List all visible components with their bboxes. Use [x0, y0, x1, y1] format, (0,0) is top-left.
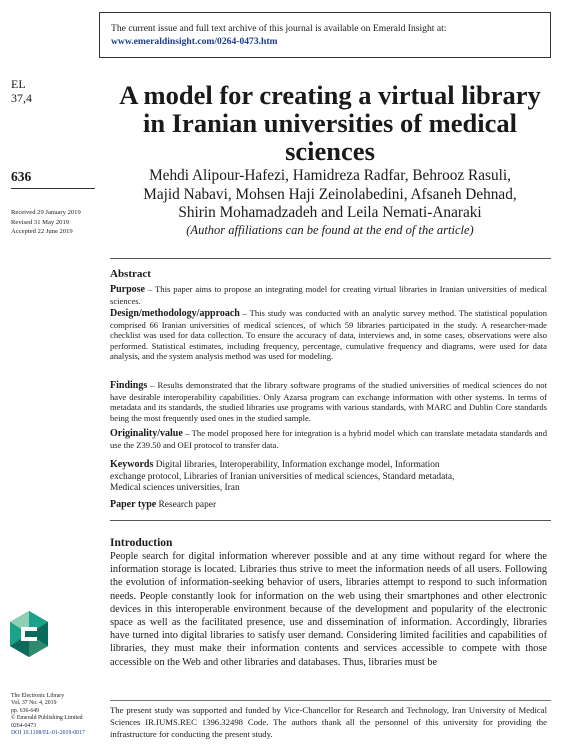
abstract-findings: [110, 380, 547, 423]
journal-abbrev: EL: [11, 77, 26, 91]
volume-issue: 37,4: [11, 91, 32, 105]
journal-url-link[interactable]: www.emeraldinsight.com/0264-0473.htm: [111, 36, 278, 47]
findings-label: Findings: [110, 380, 148, 391]
abstract-heading: Abstract: [110, 268, 151, 280]
journal-imprint: [11, 693, 85, 737]
author-line: Mehdi Alipour-Hafezi, Hamidreza Radfar, Behrooz Rasuli,: [149, 167, 511, 184]
originality-label: Originality/value: [110, 428, 183, 439]
funding-footnote: The present study was supported and funded by Vice-Chancellor for Research and Technology, Iran University of Medical Sciences IR.IUMS.REC 1396.32498 Code. The authors thank all the personnel of this university for providing the infrastructure for conducting the present study.: [110, 705, 547, 739]
abstract-keywords: [110, 459, 460, 495]
abstract-purpose: [110, 284, 547, 306]
revised-date: Revised 31 May 2019: [11, 218, 70, 226]
divider: [110, 520, 551, 521]
purpose-text: – This paper aims to propose an integrating model for creating virtual libraries in Iranian universities of medical sciences.: [110, 284, 547, 306]
imprint-line: pp. 636-649: [11, 707, 40, 714]
keywords-text: Digital libraries, Interoperability, Information exchange model, Information exchange protocol, Libraries of Iranian universities of medical sciences, Standard metadata, Medical sciences universities, Iran: [110, 460, 455, 493]
design-label: Design/methodology/approach: [110, 308, 240, 319]
keywords-label: Keywords: [110, 459, 154, 470]
papertype-label: Paper type: [110, 499, 157, 510]
divider: [110, 700, 551, 701]
accepted-date: Accepted 22 June 2019: [11, 228, 73, 236]
abstract-originality: [110, 428, 547, 450]
papertype-text: Research paper: [156, 500, 217, 510]
originality-text: – The model proposed here for integration is a hybrid model which can translate metadata standards and use the Z39.50 and OEI protocol to transfer data.: [110, 428, 547, 450]
imprint-line: © Emerald Publishing Limited: [11, 715, 83, 722]
affiliation-note: (Author affiliations can be found at the end of the article): [186, 223, 474, 237]
article-title: A model for creating a virtual library in Iranian universities of medical sciences: [119, 80, 541, 166]
page-number: 636: [11, 169, 32, 184]
introduction-heading: Introduction: [110, 537, 173, 549]
author-list: [110, 167, 550, 223]
emerald-logo-icon: [8, 610, 50, 658]
author-line: Shirin Mohamadzadeh and Leila Nemati-Anaraki: [178, 204, 482, 222]
journal-code: [11, 77, 32, 105]
submission-dates: [11, 208, 81, 237]
access-info-box: [99, 12, 551, 58]
imprint-line: 0264-0473: [11, 722, 37, 729]
imprint-line: The Electronic Library: [11, 693, 65, 699]
introduction-body: People search for digital information wherever possible and at any time without regard for where the information storage is located. Libraries thus strive to meet the information needs of all users. Following the evolution of information-seeking behavior of users, libraries attempt to respond to such information needs. People constantly look for information on the web using their smartphones and other electronic devices in this interoperable environment because of the development and popularity of the electronic space as well as the facilitated presence, use and dissemination of information. Accordingly, libraries have turned into digital libraries to satisfy user demand. Considering limited facilities and capabilities of libraries, they must make their information contents and services accessible to compete with those accessible on the Web and other libraries and databases. Thus, libraries must be: [110, 551, 547, 668]
purpose-label: Purpose: [110, 284, 145, 295]
doi-link[interactable]: DOI 10.1108/EL-01-2019-0017: [11, 730, 85, 737]
abstract-design: [110, 308, 547, 362]
divider: [11, 188, 95, 189]
author-line: Majid Nabavi, Mohsen Haji Zeinolabedini, Afsaneh Dehnad,: [143, 185, 517, 203]
design-text: – This study was conducted with an analytic survey method. The statistical population comprised 66 Iranian universities of medical sciences, of which 59 libraries participated in the study. A researcher-made checklist was used for data collection. To ensure the accuracy of data, interviews and, in some cases, observations were also performed. Statistical estimates, including frequency, percentage, cumulative frequency and diagrams, were used for data analysis, and the system analysis method was used for modeling.: [110, 308, 547, 362]
findings-text: – Results demonstrated that the library software programs of the studied universities of medical sciences do not have desirable interoperability capabilities. Only Azarsa program can exchange information with other systems. In terms of metadata and its standards, the studied libraries use programs with various standards, with MARC and Dublin Core standards being the most frequently used ones in the studied sample.: [110, 380, 547, 423]
imprint-line: Vol. 37 No. 4, 2019: [11, 700, 57, 707]
abstract-paper-type: [110, 500, 547, 511]
received-date: Received 29 January 2019: [11, 209, 81, 216]
divider: [110, 258, 551, 259]
access-info-text: The current issue and full text archive of this journal is available on Emerald Insight at:: [111, 23, 447, 34]
